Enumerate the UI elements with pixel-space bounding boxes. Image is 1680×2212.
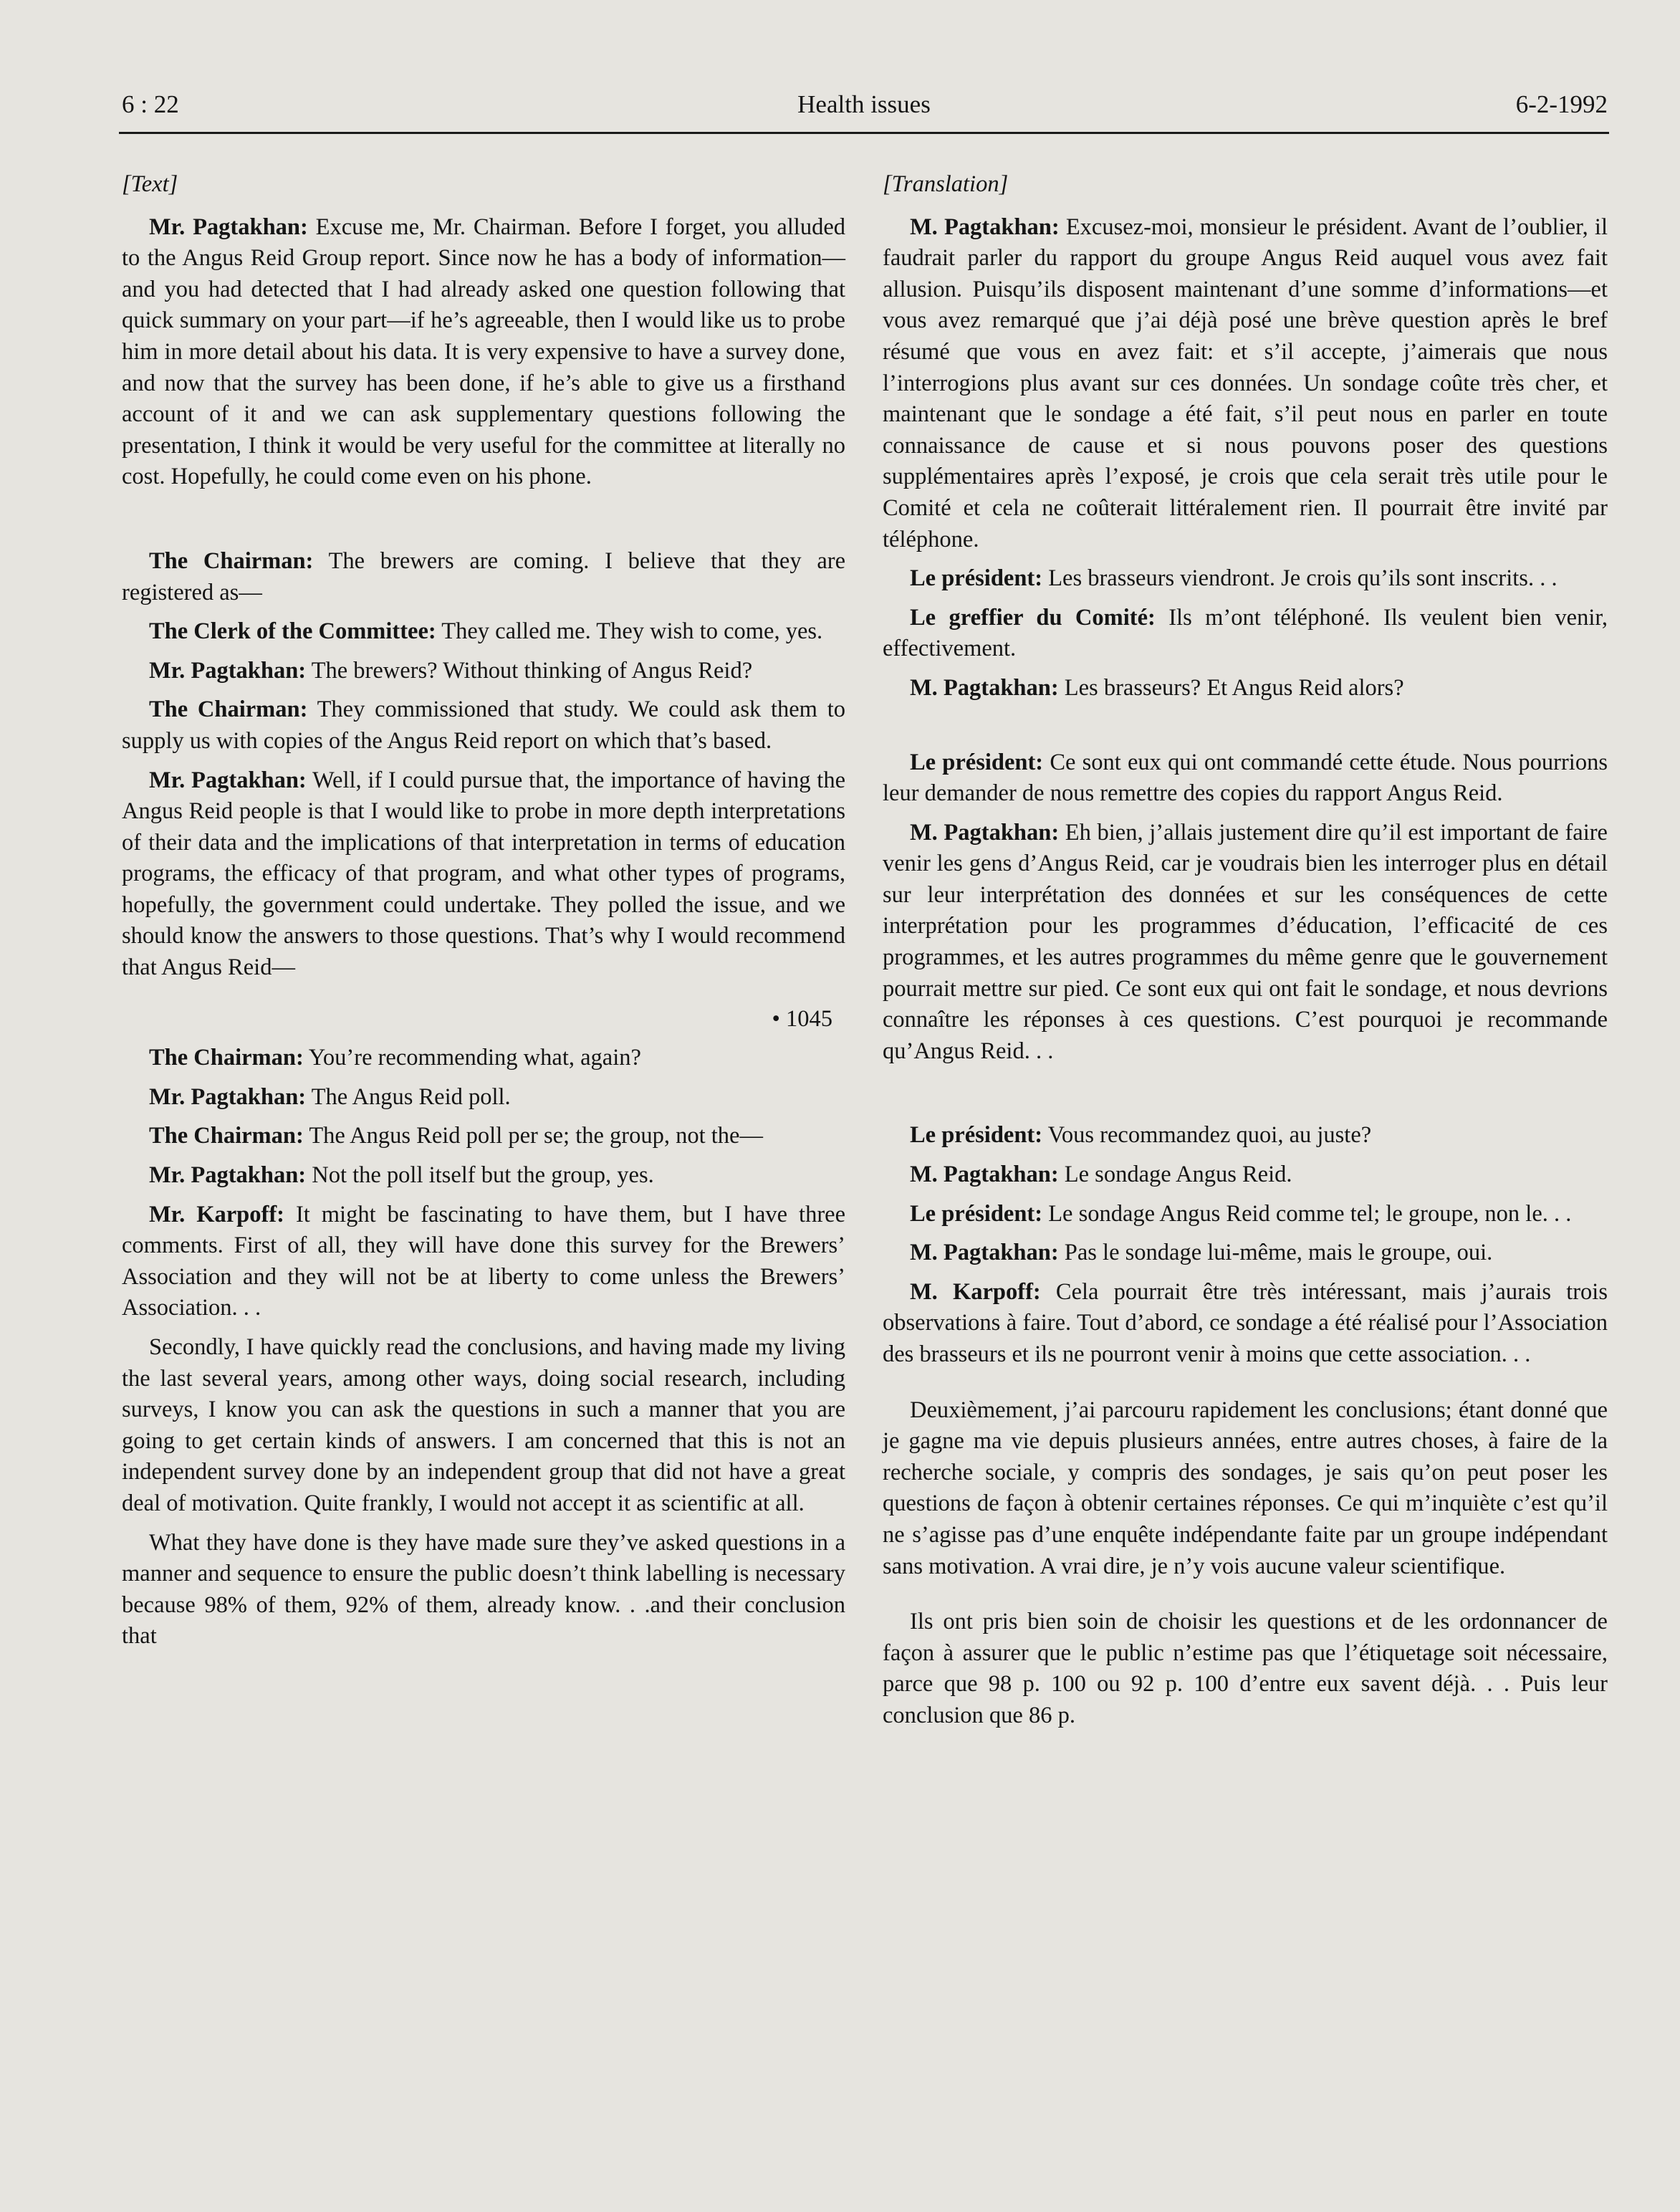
speech-text: The Angus Reid poll per se; the group, not the— [303,1123,763,1149]
speaker-name: Mr. Pagtakhan: [149,1083,307,1110]
paragraph [122,1121,845,1152]
paragraph [122,1160,845,1192]
paragraph [122,1200,845,1324]
paragraph [122,212,845,493]
speaker-name: M. Pagtakhan: [910,214,1060,240]
speaker-name: The Chairman: [149,547,314,574]
paragraph: Secondly, I have quickly read the conclusions, and having made my living the last several years, among other ways, doing social research, including surveys, I know you can ask the questions in such a manner that you are going to get certain kinds of answers. I am concerned that this is not an independent survey done by an independent group that did not have a great deal of motivation. Quite frankly, I would not accept it as scientific at all. [122,1334,845,1516]
column-label: [Translation] [883,171,1009,197]
running-header [119,85,1609,134]
page-number: 6 : 22 [122,90,179,118]
speaker-name: M. Karpoff: [910,1278,1041,1305]
speech-text: Ils m’ont téléphoné. Ils veulent bien venir, effectivement. [883,604,1608,662]
speaker-name: Mr. Pagtakhan: [149,214,308,240]
speech-text: Le sondage Angus Reid. [1058,1162,1292,1188]
speaker-name: Mr. Pagtakhan: [149,1162,307,1189]
paragraph: What they have done is they have made sure they’ve asked questions in a manner and sequence to ensure the public doesn’t think labelling is necessary because 98% of them, 92% of them, already know. . .and their conclusion that [122,1529,845,1650]
speaker-name: Le président: [910,1122,1043,1149]
paragraph [122,656,845,687]
speaker-name: Mr. Pagtakhan: [149,767,307,793]
paragraph [122,1082,845,1114]
paragraph [883,818,1608,1068]
speaker-name: The Chairman: [149,696,308,723]
paragraph: Deuxièmement, j’ai parcouru rapidement les conclusions; étant donné que je gagne ma vie depuis plusieurs années, entre autres choses, à faire de la recherche sociale, y compris des sondages, je sais qu’on peut poser les questions de façon à obtenir certaines réponses. Ce qui m’inquiète c’est qu’il ne s’agisse pas d’une enquête indépendante faite par un groupe indépendant sans motivation. A vrai dire, je n’y vois aucune valeur scientifique. [883,1397,1608,1579]
speaker-name: The Chairman: [149,1045,304,1071]
speaker-name: Le greffier du Comité: [910,604,1156,631]
speech-text: Ce sont eux qui ont commandé cette étude. Nous pourrions leur demander de nous remettre des copies du rapport Angus Reid. [883,749,1608,807]
paragraph [122,1043,845,1074]
speech-text: It might be fascinating to have them, but I have three comments. First of all, they will have done this survey for the Brewers’ Association and they will not be at liberty to come unless the Brewers’ Association. . . [122,1201,845,1321]
speaker-name: M. Pagtakhan: [910,819,1060,846]
paragraph [883,1120,1608,1152]
speech-text: You’re recommending what, again? [303,1045,641,1071]
paragraph [883,673,1608,704]
paragraph [883,747,1608,810]
speaker-name: M. Pagtakhan: [910,674,1059,701]
speech-text: They called me. They wish to come, yes. [436,618,823,645]
page-date: 6-2-1992 [1515,90,1608,118]
speech-text: Les brasseurs? Et Angus Reid alors? [1058,674,1404,701]
speaker-name: Mr. Pagtakhan: [149,657,307,684]
paragraph [883,1237,1608,1269]
column-label: [Text] [122,171,178,197]
paragraph [883,1199,1608,1230]
paragraph [883,603,1608,665]
paragraph [883,1159,1608,1191]
speaker-name: Le président: [910,1200,1043,1227]
speech-text: The brewers are coming. I believe that they are registered as— [122,547,845,605]
time-marker: • 1045 [772,1005,832,1032]
speech-text: Not the poll itself but the group, yes. [306,1162,654,1189]
speaker-name: M. Pagtakhan: [910,1162,1059,1188]
speech-text: Les brasseurs viendront. Je crois qu’ils sont inscrits. . . [1042,565,1557,592]
speech-text: Pas le sondage lui-même, mais le groupe, oui. [1058,1240,1493,1266]
speech-text: They commissioned that study. We could ask them to supply us with copies of the Angus Reid report on which that’s based. [122,696,845,754]
speaker-name: The Chairman: [149,1123,304,1149]
speaker-name: The Clerk of the Committee: [149,618,436,645]
french-column [883,169,1608,1732]
speaker-name: Le président: [910,565,1043,592]
speech-text: Well, if I could pursue that, the importance of having the Angus Reid people is that I would like to probe in more depth interpretations of their data and the implications of that interpretation in terms of education programs, the efficacy of that program, and what other types of programs, hopefully, the government could undertake. They polled the issue, and we should know the answers to those questions. That’s why I would recommend that Angus Reid— [122,767,845,981]
paragraph [122,616,845,648]
speech-text: The Angus Reid poll. [306,1083,511,1110]
paragraph [122,765,845,984]
paragraph [883,212,1608,556]
english-column [122,169,845,1652]
speech-text: Eh bien, j’allais justement dire qu’il est important de faire venir les gens d’Angus Reid, car je voudrais bien les interroger plus en détail sur leur interprétation des données et sur les conséquences de cette interprétation pour les programmes d’éducation, l’efficacité de ces programmes, et les autres programmes du même genre que le gouvernement pourrait mettre sur pied. Ce sont eux qui ont fait le sondage, et nous devrions connaître les réponses à ces questions. C’est pourquoi je recommande qu’Angus Reid. . . [883,819,1608,1064]
speech-text: Vous recommandez quoi, au juste? [1042,1122,1372,1149]
speaker-name: Le président: [910,749,1044,775]
speaker-name: Mr. Karpoff: [149,1201,284,1227]
speaker-name: M. Pagtakhan: [910,1240,1059,1266]
speech-text: Le sondage Angus Reid comme tel; le groupe, non le. . . [1042,1200,1572,1227]
paragraph [122,546,845,608]
paragraph: Ils ont pris bien soin de choisir les questions et de les ordonnancer de façon à assurer que le public n’estime pas que l’étiquetage soit nécessaire, parce que 98 p. 100 ou 92 p. 100 d’entre eux savent déjà. . . Puis leur conclusion que 86 p. [883,1609,1608,1728]
paragraph [122,694,845,757]
speech-text: Cela pourrait être très intéressant, mais j’aurais trois observations à faire. Tout d’abord, ce sondage a été réalisé pour l’Association des brasseurs et ils ne pourront venir à moins que cette association. . . [883,1278,1608,1367]
speech-text: Excusez-moi, monsieur le président. Avant de l’oublier, il faudrait parler du rapport du groupe Angus Reid auquel vous avez fait allusion. Puisqu’ils disposent maintenant d’une somme d’informations—et vous avez remarqué que j’ai déjà posé une brève question après le bref résumé que vous en avez fait: et s’il accepte, j’aimerais que nous l’interrogions plus avant sur ces données. Un sondage coûte très cher, et maintenant que le sondage a été fait, s’il peut nous en parler en toute connaissance de cause et si nous pouvons poser des questions supplémentaires après l’exposé, je crois que cela serait très utile pour le Comité et cela ne coûterait littéralement rien. Il pourrait être invité par téléphone. [883,214,1608,552]
paragraph [883,563,1608,595]
paragraph [883,1277,1608,1371]
speech-text: The brewers? Without thinking of Angus Reid? [306,657,753,684]
speech-text: Excuse me, Mr. Chairman. Before I forget, you alluded to the Angus Reid Group report. Since now he has a body of information—and you had detected that I had already asked one question following that quick summary on your part—if he’s agreeable, then I would like us to probe him in more detail about his data. It is very expensive to have a survey done, and now that the survey has been done, if he’s able to give us a firsthand account of it and we can ask supplementary questions following the presentation, I think it would be very useful for the committee at literally no cost. Hopefully, he could come even on his phone. [122,214,846,490]
page-title: Health issues [797,90,931,118]
